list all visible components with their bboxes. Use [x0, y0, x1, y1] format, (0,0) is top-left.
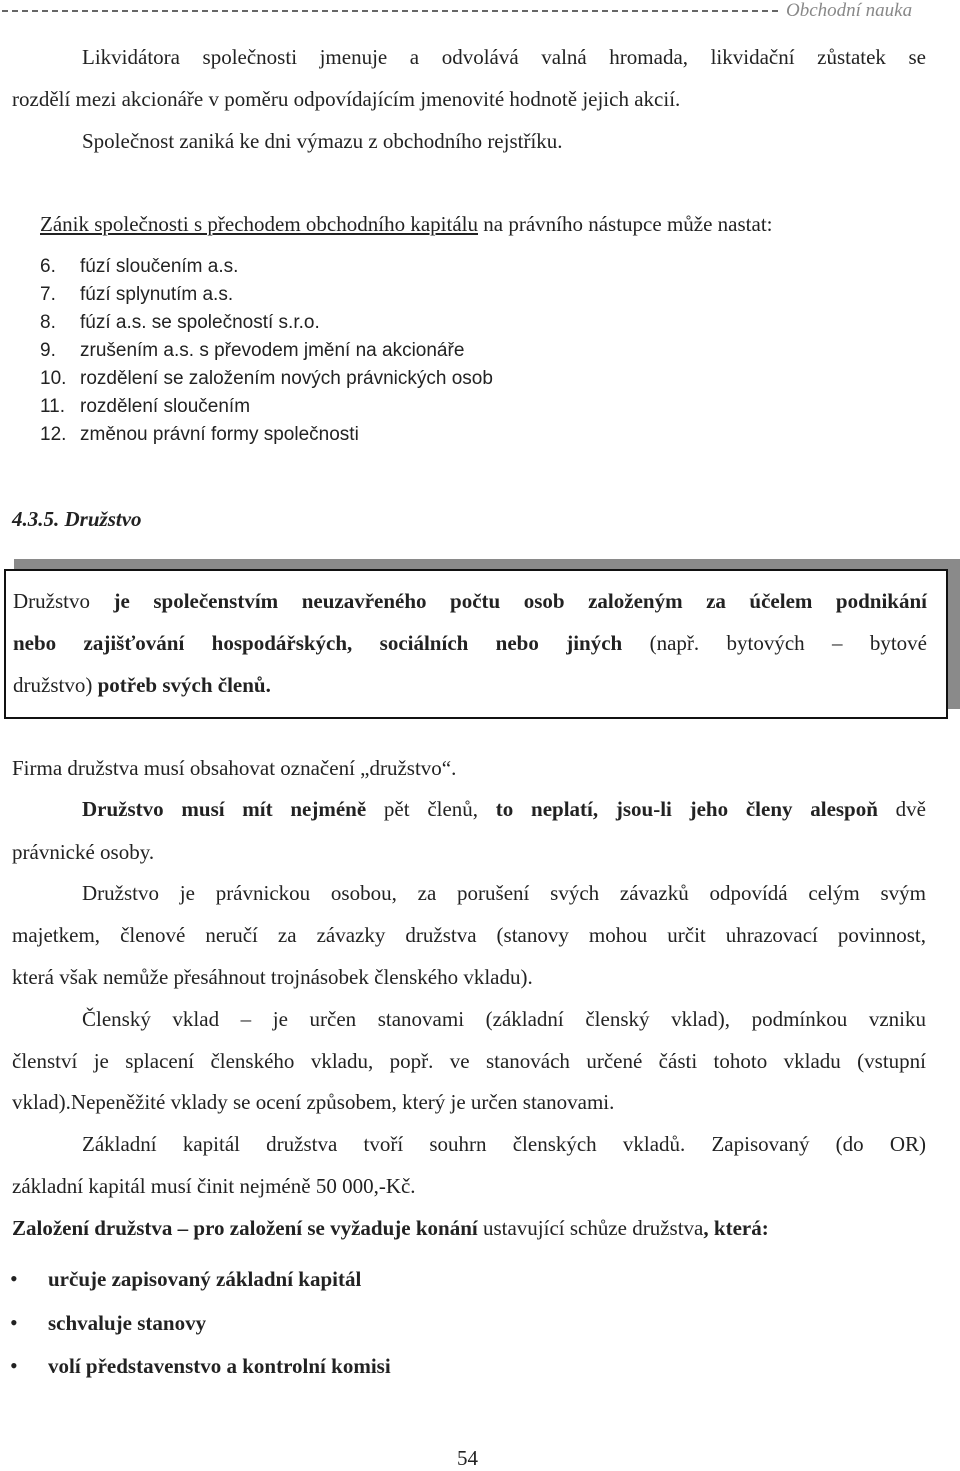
kapital-line-1: Základní kapitál družstva tvoří souhrn členských vkladů. Zapisovaný (do OR) — [82, 1132, 926, 1156]
list-item — [40, 340, 464, 362]
definition-box — [4, 569, 948, 719]
bullet-text: schvaluje stanovy — [48, 1311, 207, 1335]
clenove-line-1 — [82, 797, 926, 822]
definition-text-bold: je společenstvím neuzavřeného počtu osob založeným za účelem podnikání — [113, 589, 927, 613]
page-number: 54 — [457, 1446, 478, 1470]
pravnicka-line-3: která však nemůže přesáhnout trojnásobek členského vkladu). — [12, 965, 533, 989]
bullet-icon: • — [10, 1310, 18, 1335]
list-item — [40, 284, 233, 306]
definition-line-2 — [13, 631, 927, 656]
list-item — [40, 368, 493, 390]
list-item-number: 6. — [40, 256, 56, 277]
section-heading: 4.3.5. Družstvo — [12, 507, 142, 531]
list-item-text: změnou právní formy společnosti — [80, 424, 359, 445]
firma-paragraph: Firma družstva musí obsahovat označení „družstvo“. — [12, 756, 457, 780]
vklad-line-3: vklad).Nepeněžité vklady se ocení způsobem, který je určen stanovami. — [12, 1090, 615, 1114]
header-title: Obchodní nauka — [786, 0, 913, 21]
list-item — [40, 256, 238, 278]
intro-paragraph-2: Společnost zaniká ke dni výmazu z obchodního rejstříku. — [82, 129, 563, 153]
definition-text: (např. bytových – bytové — [622, 631, 927, 655]
list-item-number: 10. — [40, 368, 67, 389]
kapital-line-2: základní kapitál musí činit nejméně 50 000,-Kč. — [12, 1174, 416, 1198]
zalozeni-text: ustavující schůze družstva — [477, 1216, 704, 1240]
list-item-number: 7. — [40, 284, 56, 305]
list-item-text: fúzí sloučením a.s. — [80, 256, 239, 277]
bullet-icon: • — [10, 1353, 18, 1378]
clenove-bold-1: Družstvo musí mít nejméně — [82, 797, 367, 821]
intro-paragraph-1-line-1: Likvidátora společnosti jmenuje a odvolává valná hromada, likvidační zůstatek se — [82, 45, 926, 69]
definition-line-1 — [13, 589, 927, 614]
list-item-text: rozdělení se založením nových právnických osob — [80, 368, 493, 389]
header-rule — [2, 10, 778, 12]
clenove-text-1: pět členů, — [366, 797, 496, 821]
bullet-icon: • — [10, 1266, 18, 1291]
zanik-heading — [40, 212, 954, 237]
list-item-text: rozdělení sloučením — [80, 396, 251, 417]
list-item-number: 11. — [40, 396, 66, 417]
intro-paragraph-1-line-2: rozdělí mezi akcionáře v poměru odpovídajícím jmenovité hodnotě jejich akcií. — [12, 87, 681, 111]
list-item-text: fúzí a.s. se společností s.r.o. — [80, 312, 320, 333]
definition-text: družstvo) — [13, 673, 98, 697]
list-item — [40, 312, 320, 334]
clenove-text-2: dvě — [877, 797, 926, 821]
definition-term: Družstvo — [13, 589, 114, 613]
list-item-number: 9. — [40, 340, 56, 361]
zalozeni-bold-end: , která: — [703, 1216, 769, 1240]
list-item — [40, 424, 359, 446]
list-item — [40, 396, 250, 418]
list-item-text: fúzí splynutím a.s. — [80, 284, 234, 305]
clenove-line-2: právnické osoby. — [12, 840, 155, 864]
list-item-number: 8. — [40, 312, 56, 333]
vklad-line-2: členství je splacení členského vkladu, popř. ve stanovách určené části tohoto vkladu (vstupní — [12, 1049, 926, 1073]
vklad-line-1: Členský vklad – je určen stanovami (základní členský vklad), podmínkou vzniku — [82, 1007, 926, 1031]
bullet-text: určuje zapisovaný základní kapitál — [48, 1267, 362, 1291]
definition-line-3 — [13, 673, 927, 698]
zalozeni-paragraph — [12, 1216, 926, 1241]
pravnicka-line-1: Družstvo je právnickou osobou, za porušení svých závazků odpovídá celým svým — [82, 881, 926, 905]
list-item-number: 12. — [40, 424, 67, 445]
zanik-rest: na právního nástupce může nastat: — [478, 212, 773, 236]
pravnicka-line-2: majetkem, členové neručí za závazky družstva (stanovy mohou určit uhrazovací povinnost, — [12, 923, 926, 947]
zanik-underlined: Zánik společnosti s přechodem obchodního kapitálu — [40, 212, 478, 236]
definition-text-bold: nebo zajišťování hospodářských, sociálních nebo jiných — [13, 631, 623, 655]
zalozeni-bold: Založení družstva – pro založení se vyžaduje konání — [12, 1216, 478, 1240]
clenove-bold-2: to neplatí, jsou-li jeho členy alespoň — [495, 797, 878, 821]
bullet-text: volí představenstvo a kontrolní komisi — [48, 1354, 391, 1378]
list-item-text: zrušením a.s. s převodem jmění na akcionáře — [80, 340, 465, 361]
definition-text-bold: potřeb svých členů. — [97, 673, 271, 697]
